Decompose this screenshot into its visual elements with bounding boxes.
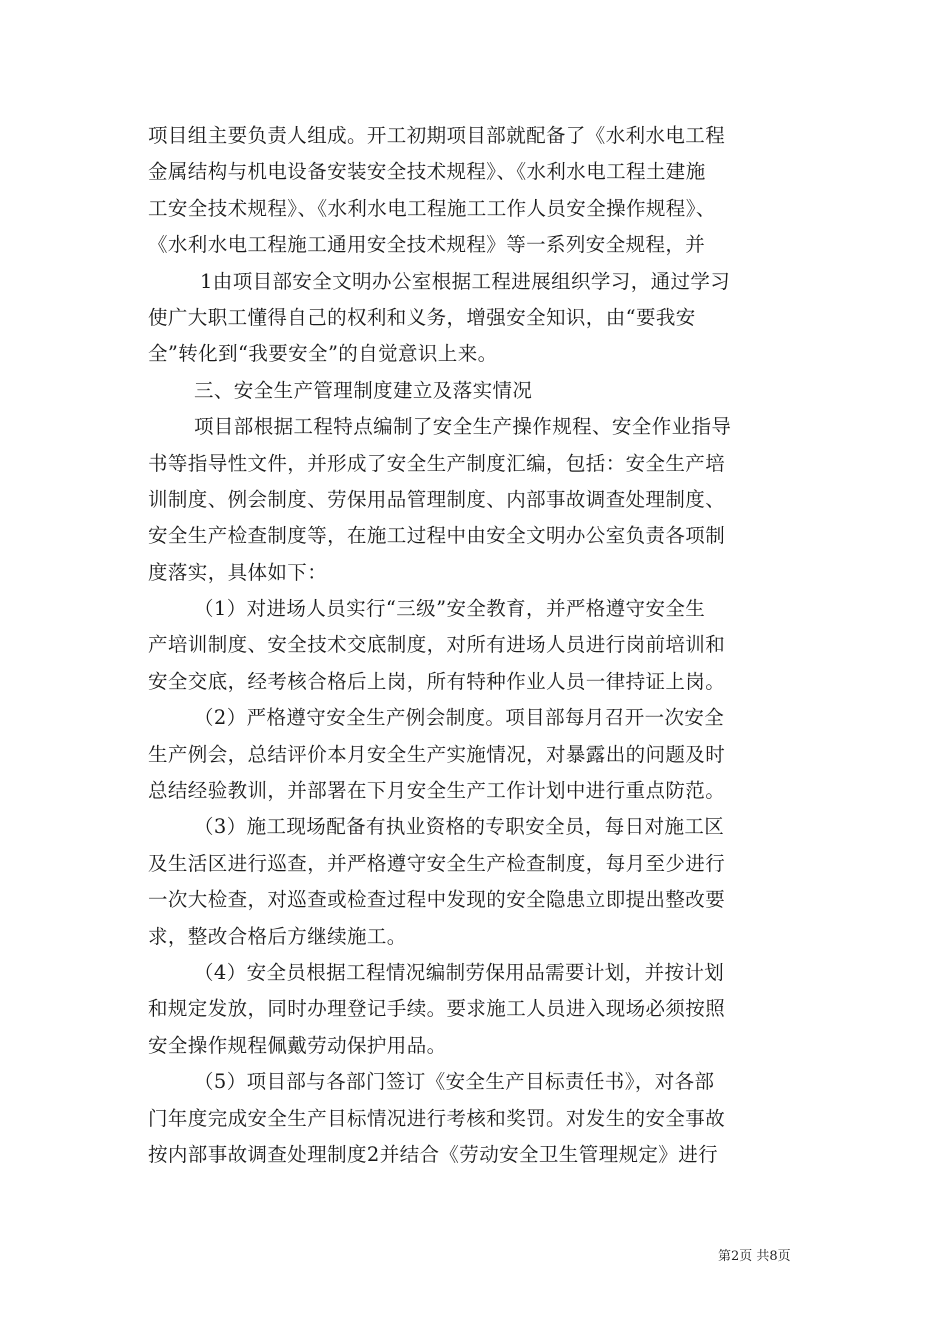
section-heading: 三、安全生产管理制度建立及落实情况 xyxy=(194,378,533,402)
text-line: 和规定发放，同时办理登记手续。要求施工人员进入现场必须按照 xyxy=(148,997,726,1021)
list-item-4: （4）安全员根据工程情况编制劳保用品需要计划，并按计划 xyxy=(194,960,725,984)
text-line: 《水利水电工程施工通用安全技术规程》等一系列安全规程，并 xyxy=(148,233,706,257)
text-line: 工安全技术规程》、《水利水电工程施工工作人员安全操作规程》、 xyxy=(148,196,716,220)
text-line: 一次大检查，对巡查或检查过程中发现的安全隐患立即提出整改要 xyxy=(148,888,726,912)
text-line: 项目组主要负责人组成。开工初期项目部就配备了《水利水电工程 xyxy=(148,124,726,147)
text-line: 安全操作规程佩戴劳动保护用品。 xyxy=(148,1033,447,1057)
text-line: 求，整改合格后方继续施工。 xyxy=(148,924,407,948)
text-line: 门年度完成安全生产目标情况进行考核和奖罚。对发生的安全事故 xyxy=(148,1106,726,1130)
list-item-5: （5）项目部与各部门签订《安全生产目标责任书》，对各部 xyxy=(194,1070,715,1094)
text-line: 及生活区进行巡查，并严格遵守安全生产检查制度，每月至少进行 xyxy=(148,851,726,875)
text-line: 全”转化到“我要安全”的自觉意识上来。 xyxy=(148,342,498,366)
text-line: 生产例会，总结评价本月安全生产实施情况，对暴露出的问题及时 xyxy=(148,742,726,766)
list-item-3: （3）施工现场配备有执业资格的专职安全员，每日对施工区 xyxy=(194,815,725,839)
text-line: 金属结构与机电设备安装安全技术规程》、《水利水电工程土建施 xyxy=(148,160,706,184)
page-number: 第2页 共8页 xyxy=(718,1249,791,1264)
text-line: 产培训制度、安全技术交底制度，对所有进场人员进行岗前培训和 xyxy=(148,633,726,657)
document-body xyxy=(148,118,808,1173)
text-line: 项目部根据工程特点编制了安全生产操作规程、安全作业指导 xyxy=(194,415,732,439)
text-line: 安全交底，经考核合格后上岗，所有特种作业人员一律持证上岗。 xyxy=(148,669,726,693)
text-line: 总结经验教训，并部署在下月安全生产工作计划中进行重点防范。 xyxy=(148,779,726,803)
list-item-2: （2）严格遵守安全生产例会制度。项目部每月召开一次安全 xyxy=(194,706,725,730)
text-line: 训制度、例会制度、劳保用品管理制度、内部事故调查处理制度、 xyxy=(148,487,726,511)
text-line: 1由项目部安全文明办公室根据工程进展组织学习，通过学习 xyxy=(200,269,731,293)
text-line: 书等指导性文件，并形成了安全生产制度汇编，包括：安全生产培 xyxy=(148,451,726,475)
text-line: 使广大职工懂得自己的权利和义务，增强安全知识，由“要我安 xyxy=(148,305,696,329)
text-line: 安全生产检查制度等，在施工过程中由安全文明办公室负责各项制 xyxy=(148,524,726,548)
text-line: 度落实，具体如下： xyxy=(148,560,328,584)
list-item-1: （1）对进场人员实行“三级”安全教育，并严格遵守安全生 xyxy=(194,597,706,621)
text-line: 按内部事故调查处理制度2并结合《劳动安全卫生管理规定》进行 xyxy=(148,1142,719,1166)
